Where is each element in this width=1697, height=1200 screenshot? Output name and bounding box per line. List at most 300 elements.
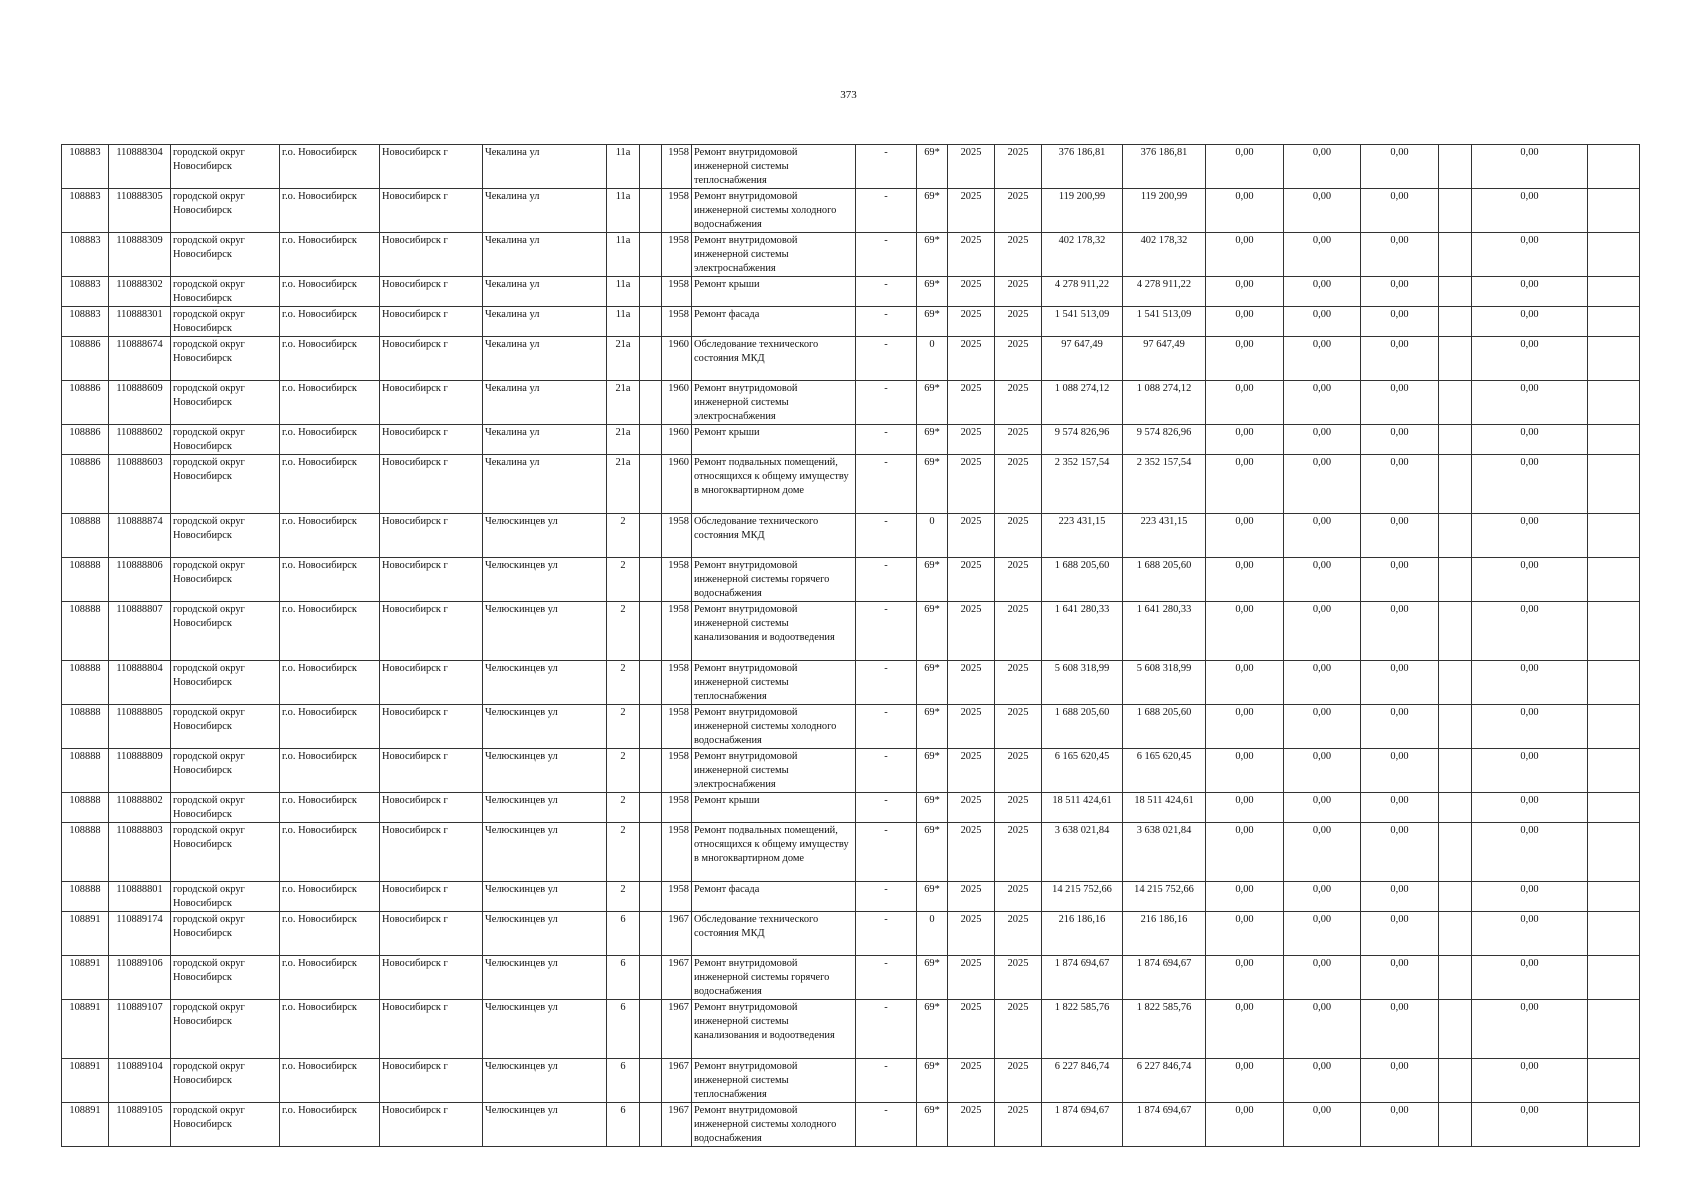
work-type-cell: Ремонт внутридомовой инженерной системы горячего водоснабжения [692, 956, 856, 1000]
cost-cell: 1 088 274,12 [1042, 381, 1123, 425]
fund-4-cell [1439, 705, 1472, 749]
object-id-cell: 108888 [62, 749, 109, 793]
year-built-cell: 1958 [662, 558, 692, 602]
wear-cell: 0 [917, 514, 948, 558]
empty-cell [640, 823, 662, 882]
fund-5-cell: 0,00 [1472, 602, 1588, 661]
fund-1-cell: 0,00 [1206, 705, 1284, 749]
fund-1-cell: 0,00 [1206, 189, 1284, 233]
wear-cell: 69* [917, 233, 948, 277]
table-row [62, 1000, 1640, 1059]
fund-3-cell: 0,00 [1361, 381, 1439, 425]
house-cell: 2 [607, 705, 640, 749]
municipality-cell: г.о. Новосибирск [280, 1000, 380, 1059]
fund-6-cell [1588, 233, 1640, 277]
district-cell: городской округ Новосибирск [171, 882, 280, 912]
fund-5-cell: 0,00 [1472, 1103, 1588, 1147]
start-year-cell: 2025 [948, 661, 995, 705]
work-id-cell: 110888803 [109, 823, 171, 882]
work-id-cell: 110888874 [109, 514, 171, 558]
fund-3-cell: 0,00 [1361, 558, 1439, 602]
city-cell: Новосибирск г [380, 277, 483, 307]
end-year-cell: 2025 [995, 145, 1042, 189]
end-year-cell: 2025 [995, 749, 1042, 793]
fund-6-cell [1588, 661, 1640, 705]
municipality-cell: г.о. Новосибирск [280, 1059, 380, 1103]
street-cell: Чекалина ул [483, 307, 607, 337]
district-cell: городской округ Новосибирск [171, 189, 280, 233]
object-id-cell: 108891 [62, 956, 109, 1000]
fund-4-cell [1439, 381, 1472, 425]
dash-cell: - [856, 233, 917, 277]
end-year-cell: 2025 [995, 455, 1042, 514]
cost-cell: 1 874 694,67 [1042, 1103, 1123, 1147]
house-cell: 11а [607, 189, 640, 233]
total-cost-cell: 402 178,32 [1123, 233, 1206, 277]
fund-4-cell [1439, 189, 1472, 233]
city-cell: Новосибирск г [380, 189, 483, 233]
year-built-cell: 1958 [662, 705, 692, 749]
city-cell: Новосибирск г [380, 1000, 483, 1059]
municipality-cell: г.о. Новосибирск [280, 307, 380, 337]
city-cell: Новосибирск г [380, 307, 483, 337]
table-row [62, 145, 1640, 189]
city-cell: Новосибирск г [380, 705, 483, 749]
wear-cell: 69* [917, 882, 948, 912]
total-cost-cell: 6 227 846,74 [1123, 1059, 1206, 1103]
fund-3-cell: 0,00 [1361, 455, 1439, 514]
city-cell: Новосибирск г [380, 1059, 483, 1103]
fund-2-cell: 0,00 [1284, 514, 1361, 558]
district-cell: городской округ Новосибирск [171, 233, 280, 277]
start-year-cell: 2025 [948, 823, 995, 882]
empty-cell [640, 749, 662, 793]
street-cell: Чекалина ул [483, 455, 607, 514]
total-cost-cell: 2 352 157,54 [1123, 455, 1206, 514]
municipality-cell: г.о. Новосибирск [280, 602, 380, 661]
district-cell: городской округ Новосибирск [171, 1103, 280, 1147]
fund-3-cell: 0,00 [1361, 793, 1439, 823]
street-cell: Чекалина ул [483, 381, 607, 425]
dash-cell: - [856, 1000, 917, 1059]
wear-cell: 0 [917, 912, 948, 956]
work-id-cell: 110888309 [109, 233, 171, 277]
year-built-cell: 1967 [662, 1000, 692, 1059]
fund-1-cell: 0,00 [1206, 455, 1284, 514]
fund-6-cell [1588, 823, 1640, 882]
wear-cell: 69* [917, 1103, 948, 1147]
fund-2-cell: 0,00 [1284, 189, 1361, 233]
table-row [62, 514, 1640, 558]
object-id-cell: 108883 [62, 145, 109, 189]
city-cell: Новосибирск г [380, 661, 483, 705]
dash-cell: - [856, 381, 917, 425]
fund-3-cell: 0,00 [1361, 514, 1439, 558]
end-year-cell: 2025 [995, 1000, 1042, 1059]
table-row [62, 277, 1640, 307]
work-type-cell: Ремонт крыши [692, 277, 856, 307]
cost-cell: 1 541 513,09 [1042, 307, 1123, 337]
work-type-cell: Ремонт подвальных помещений, относящихся к общему имуществу в многоквартирном доме [692, 455, 856, 514]
table-row [62, 749, 1640, 793]
street-cell: Чекалина ул [483, 145, 607, 189]
street-cell: Челюскинцев ул [483, 956, 607, 1000]
work-type-cell: Ремонт внутридомовой инженерной системы теплоснабжения [692, 145, 856, 189]
fund-2-cell: 0,00 [1284, 558, 1361, 602]
city-cell: Новосибирск г [380, 337, 483, 381]
house-cell: 6 [607, 1000, 640, 1059]
district-cell: городской округ Новосибирск [171, 337, 280, 381]
table-row [62, 189, 1640, 233]
fund-6-cell [1588, 337, 1640, 381]
cost-cell: 6 227 846,74 [1042, 1059, 1123, 1103]
work-id-cell: 110888674 [109, 337, 171, 381]
object-id-cell: 108891 [62, 1103, 109, 1147]
start-year-cell: 2025 [948, 189, 995, 233]
fund-5-cell: 0,00 [1472, 233, 1588, 277]
year-built-cell: 1958 [662, 307, 692, 337]
wear-cell: 69* [917, 793, 948, 823]
end-year-cell: 2025 [995, 793, 1042, 823]
fund-4-cell [1439, 425, 1472, 455]
fund-3-cell: 0,00 [1361, 233, 1439, 277]
start-year-cell: 2025 [948, 277, 995, 307]
municipality-cell: г.о. Новосибирск [280, 425, 380, 455]
work-id-cell: 110888603 [109, 455, 171, 514]
total-cost-cell: 1 874 694,67 [1123, 1103, 1206, 1147]
year-built-cell: 1958 [662, 233, 692, 277]
fund-1-cell: 0,00 [1206, 381, 1284, 425]
end-year-cell: 2025 [995, 337, 1042, 381]
cost-cell: 216 186,16 [1042, 912, 1123, 956]
district-cell: городской округ Новосибирск [171, 455, 280, 514]
fund-6-cell [1588, 705, 1640, 749]
street-cell: Челюскинцев ул [483, 882, 607, 912]
work-type-cell: Ремонт внутридомовой инженерной системы теплоснабжения [692, 1059, 856, 1103]
year-built-cell: 1958 [662, 823, 692, 882]
object-id-cell: 108888 [62, 705, 109, 749]
fund-3-cell: 0,00 [1361, 912, 1439, 956]
work-type-cell: Ремонт внутридомовой инженерной системы электроснабжения [692, 381, 856, 425]
start-year-cell: 2025 [948, 749, 995, 793]
fund-4-cell [1439, 1059, 1472, 1103]
table-row [62, 1059, 1640, 1103]
start-year-cell: 2025 [948, 1000, 995, 1059]
year-built-cell: 1958 [662, 189, 692, 233]
capital-repair-table [61, 144, 1640, 1147]
table-row [62, 705, 1640, 749]
fund-4-cell [1439, 602, 1472, 661]
fund-6-cell [1588, 1103, 1640, 1147]
object-id-cell: 108883 [62, 307, 109, 337]
district-cell: городской округ Новосибирск [171, 307, 280, 337]
fund-3-cell: 0,00 [1361, 956, 1439, 1000]
year-built-cell: 1958 [662, 793, 692, 823]
dash-cell: - [856, 514, 917, 558]
work-id-cell: 110888809 [109, 749, 171, 793]
municipality-cell: г.о. Новосибирск [280, 189, 380, 233]
object-id-cell: 108883 [62, 277, 109, 307]
cost-cell: 1 688 205,60 [1042, 558, 1123, 602]
work-id-cell: 110889174 [109, 912, 171, 956]
fund-5-cell: 0,00 [1472, 1059, 1588, 1103]
year-built-cell: 1958 [662, 882, 692, 912]
end-year-cell: 2025 [995, 956, 1042, 1000]
municipality-cell: г.о. Новосибирск [280, 882, 380, 912]
cost-cell: 2 352 157,54 [1042, 455, 1123, 514]
fund-4-cell [1439, 337, 1472, 381]
dash-cell: - [856, 882, 917, 912]
work-type-cell: Ремонт внутридомовой инженерной системы электроснабжения [692, 233, 856, 277]
object-id-cell: 108888 [62, 558, 109, 602]
empty-cell [640, 661, 662, 705]
fund-3-cell: 0,00 [1361, 189, 1439, 233]
work-id-cell: 110888301 [109, 307, 171, 337]
table-row [62, 558, 1640, 602]
start-year-cell: 2025 [948, 307, 995, 337]
municipality-cell: г.о. Новосибирск [280, 455, 380, 514]
work-id-cell: 110888806 [109, 558, 171, 602]
object-id-cell: 108886 [62, 381, 109, 425]
total-cost-cell: 1 641 280,33 [1123, 602, 1206, 661]
district-cell: городской округ Новосибирск [171, 823, 280, 882]
fund-4-cell [1439, 882, 1472, 912]
empty-cell [640, 233, 662, 277]
work-type-cell: Ремонт внутридомовой инженерной системы холодного водоснабжения [692, 189, 856, 233]
fund-5-cell: 0,00 [1472, 337, 1588, 381]
city-cell: Новосибирск г [380, 823, 483, 882]
street-cell: Челюскинцев ул [483, 749, 607, 793]
wear-cell: 69* [917, 1059, 948, 1103]
work-type-cell: Обследование технического состояния МКД [692, 337, 856, 381]
municipality-cell: г.о. Новосибирск [280, 277, 380, 307]
district-cell: городской округ Новосибирск [171, 514, 280, 558]
fund-2-cell: 0,00 [1284, 749, 1361, 793]
house-cell: 21а [607, 425, 640, 455]
fund-1-cell: 0,00 [1206, 277, 1284, 307]
fund-4-cell [1439, 956, 1472, 1000]
fund-3-cell: 0,00 [1361, 882, 1439, 912]
total-cost-cell: 1 541 513,09 [1123, 307, 1206, 337]
work-id-cell: 110888609 [109, 381, 171, 425]
total-cost-cell: 1 688 205,60 [1123, 705, 1206, 749]
fund-1-cell: 0,00 [1206, 749, 1284, 793]
fund-4-cell [1439, 823, 1472, 882]
end-year-cell: 2025 [995, 661, 1042, 705]
work-id-cell: 110888602 [109, 425, 171, 455]
fund-6-cell [1588, 602, 1640, 661]
start-year-cell: 2025 [948, 882, 995, 912]
fund-5-cell: 0,00 [1472, 1000, 1588, 1059]
fund-4-cell [1439, 661, 1472, 705]
municipality-cell: г.о. Новосибирск [280, 956, 380, 1000]
start-year-cell: 2025 [948, 602, 995, 661]
fund-2-cell: 0,00 [1284, 337, 1361, 381]
empty-cell [640, 793, 662, 823]
fund-5-cell: 0,00 [1472, 705, 1588, 749]
fund-3-cell: 0,00 [1361, 337, 1439, 381]
object-id-cell: 108888 [62, 882, 109, 912]
empty-cell [640, 514, 662, 558]
fund-2-cell: 0,00 [1284, 602, 1361, 661]
fund-6-cell [1588, 514, 1640, 558]
municipality-cell: г.о. Новосибирск [280, 145, 380, 189]
empty-cell [640, 1000, 662, 1059]
dash-cell: - [856, 912, 917, 956]
fund-2-cell: 0,00 [1284, 233, 1361, 277]
year-built-cell: 1960 [662, 455, 692, 514]
empty-cell [640, 145, 662, 189]
wear-cell: 69* [917, 558, 948, 602]
fund-2-cell: 0,00 [1284, 912, 1361, 956]
wear-cell: 0 [917, 337, 948, 381]
dash-cell: - [856, 337, 917, 381]
start-year-cell: 2025 [948, 145, 995, 189]
cost-cell: 1 641 280,33 [1042, 602, 1123, 661]
cost-cell: 14 215 752,66 [1042, 882, 1123, 912]
table-row [62, 602, 1640, 661]
work-id-cell: 110888807 [109, 602, 171, 661]
fund-5-cell: 0,00 [1472, 558, 1588, 602]
year-built-cell: 1958 [662, 661, 692, 705]
end-year-cell: 2025 [995, 1103, 1042, 1147]
district-cell: городской округ Новосибирск [171, 1000, 280, 1059]
city-cell: Новосибирск г [380, 749, 483, 793]
fund-6-cell [1588, 1059, 1640, 1103]
total-cost-cell: 1 088 274,12 [1123, 381, 1206, 425]
empty-cell [640, 337, 662, 381]
district-cell: городской округ Новосибирск [171, 661, 280, 705]
fund-5-cell: 0,00 [1472, 425, 1588, 455]
dash-cell: - [856, 277, 917, 307]
municipality-cell: г.о. Новосибирск [280, 514, 380, 558]
fund-5-cell: 0,00 [1472, 514, 1588, 558]
empty-cell [640, 602, 662, 661]
object-id-cell: 108883 [62, 189, 109, 233]
house-cell: 21а [607, 337, 640, 381]
work-id-cell: 110888304 [109, 145, 171, 189]
year-built-cell: 1960 [662, 425, 692, 455]
work-type-cell: Ремонт внутридомовой инженерной системы холодного водоснабжения [692, 1103, 856, 1147]
wear-cell: 69* [917, 705, 948, 749]
start-year-cell: 2025 [948, 705, 995, 749]
dash-cell: - [856, 189, 917, 233]
total-cost-cell: 223 431,15 [1123, 514, 1206, 558]
dash-cell: - [856, 661, 917, 705]
fund-2-cell: 0,00 [1284, 882, 1361, 912]
object-id-cell: 108888 [62, 602, 109, 661]
municipality-cell: г.о. Новосибирск [280, 381, 380, 425]
table-row [62, 307, 1640, 337]
total-cost-cell: 4 278 911,22 [1123, 277, 1206, 307]
fund-6-cell [1588, 882, 1640, 912]
cost-cell: 119 200,99 [1042, 189, 1123, 233]
fund-2-cell: 0,00 [1284, 705, 1361, 749]
fund-5-cell: 0,00 [1472, 661, 1588, 705]
work-type-cell: Ремонт крыши [692, 425, 856, 455]
fund-3-cell: 0,00 [1361, 705, 1439, 749]
fund-1-cell: 0,00 [1206, 882, 1284, 912]
wear-cell: 69* [917, 307, 948, 337]
table-row [62, 425, 1640, 455]
fund-6-cell [1588, 956, 1640, 1000]
end-year-cell: 2025 [995, 381, 1042, 425]
fund-4-cell [1439, 912, 1472, 956]
house-cell: 2 [607, 514, 640, 558]
fund-4-cell [1439, 145, 1472, 189]
fund-3-cell: 0,00 [1361, 823, 1439, 882]
fund-2-cell: 0,00 [1284, 145, 1361, 189]
wear-cell: 69* [917, 1000, 948, 1059]
object-id-cell: 108886 [62, 455, 109, 514]
year-built-cell: 1967 [662, 956, 692, 1000]
house-cell: 2 [607, 558, 640, 602]
fund-3-cell: 0,00 [1361, 307, 1439, 337]
fund-1-cell: 0,00 [1206, 823, 1284, 882]
house-cell: 2 [607, 793, 640, 823]
house-cell: 21а [607, 381, 640, 425]
city-cell: Новосибирск г [380, 145, 483, 189]
end-year-cell: 2025 [995, 307, 1042, 337]
total-cost-cell: 1 688 205,60 [1123, 558, 1206, 602]
house-cell: 2 [607, 882, 640, 912]
empty-cell [640, 882, 662, 912]
start-year-cell: 2025 [948, 514, 995, 558]
empty-cell [640, 189, 662, 233]
district-cell: городской округ Новосибирск [171, 912, 280, 956]
object-id-cell: 108888 [62, 823, 109, 882]
empty-cell [640, 956, 662, 1000]
district-cell: городской округ Новосибирск [171, 381, 280, 425]
dash-cell: - [856, 455, 917, 514]
work-id-cell: 110889104 [109, 1059, 171, 1103]
year-built-cell: 1958 [662, 514, 692, 558]
work-type-cell: Ремонт фасада [692, 307, 856, 337]
dash-cell: - [856, 1059, 917, 1103]
fund-6-cell [1588, 425, 1640, 455]
fund-1-cell: 0,00 [1206, 793, 1284, 823]
fund-4-cell [1439, 749, 1472, 793]
house-cell: 6 [607, 956, 640, 1000]
year-built-cell: 1958 [662, 277, 692, 307]
fund-1-cell: 0,00 [1206, 337, 1284, 381]
municipality-cell: г.о. Новосибирск [280, 823, 380, 882]
house-cell: 11а [607, 277, 640, 307]
city-cell: Новосибирск г [380, 233, 483, 277]
object-id-cell: 108888 [62, 793, 109, 823]
fund-1-cell: 0,00 [1206, 1059, 1284, 1103]
work-id-cell: 110888801 [109, 882, 171, 912]
total-cost-cell: 6 165 620,45 [1123, 749, 1206, 793]
dash-cell: - [856, 307, 917, 337]
table-row [62, 882, 1640, 912]
street-cell: Челюскинцев ул [483, 1000, 607, 1059]
fund-5-cell: 0,00 [1472, 912, 1588, 956]
end-year-cell: 2025 [995, 882, 1042, 912]
district-cell: городской округ Новосибирск [171, 749, 280, 793]
wear-cell: 69* [917, 189, 948, 233]
wear-cell: 69* [917, 277, 948, 307]
fund-4-cell [1439, 793, 1472, 823]
work-type-cell: Ремонт внутридомовой инженерной системы электроснабжения [692, 749, 856, 793]
district-cell: городской округ Новосибирск [171, 1059, 280, 1103]
fund-1-cell: 0,00 [1206, 1000, 1284, 1059]
dash-cell: - [856, 823, 917, 882]
municipality-cell: г.о. Новосибирск [280, 705, 380, 749]
total-cost-cell: 1 822 585,76 [1123, 1000, 1206, 1059]
house-cell: 2 [607, 602, 640, 661]
table-row [62, 956, 1640, 1000]
